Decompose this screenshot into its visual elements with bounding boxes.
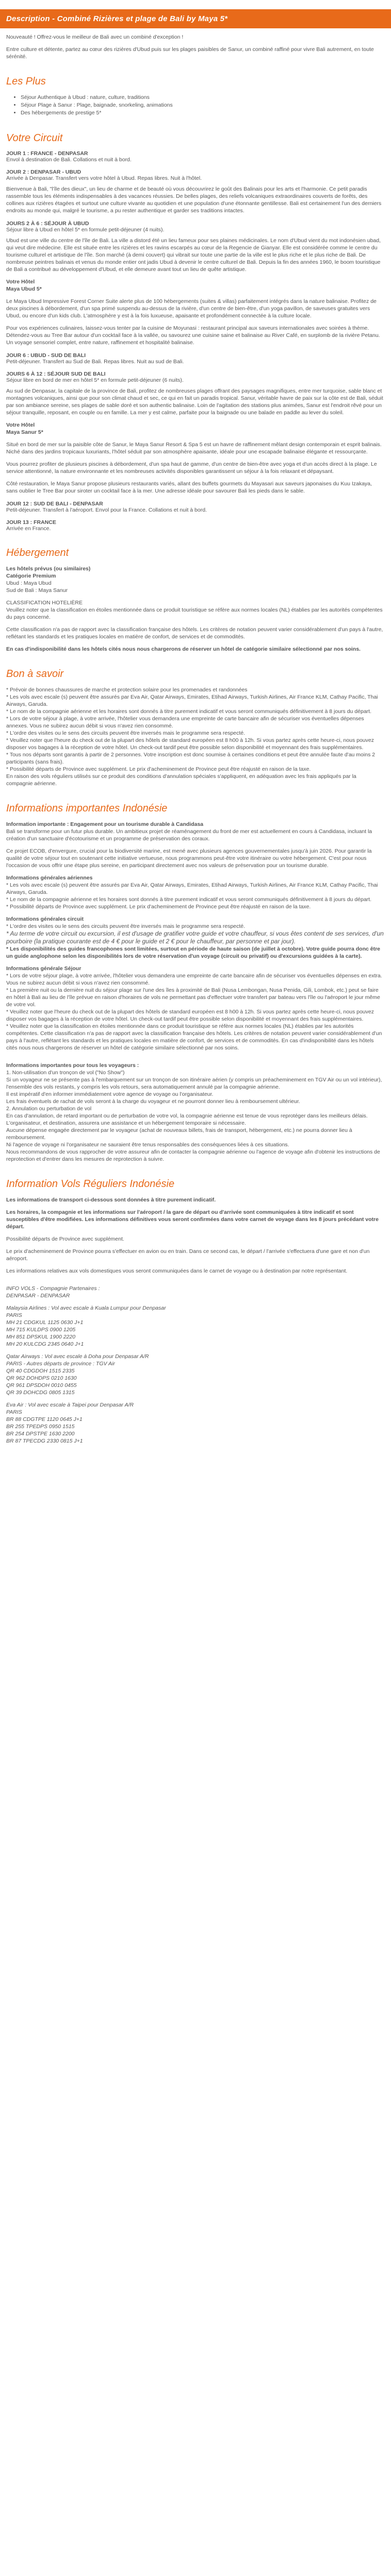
list-item: Nous recommandons de vous rapprocher de votre assureur afin de contacter la compagnie aérienne ou l'agence de voyage afin d'obtenir les instructions de reprotection et d'entrer dans les mesures de reprotection à suivre. — [6, 1149, 380, 1162]
list-item: * Les disponibilités des guides francophones sont limitées, surtout en période de haute saison (de juillet à octobre). Votre guide pourra donc être un guide anglophone selon les disponibilités lors de votre réservation d'un voyage (circuit ou privatif) ou d'excursions guidées à la carte). — [6, 946, 381, 959]
hebergement-line: Catégorie Premium — [6, 573, 56, 579]
circuit-heading: Votre Circuit — [6, 132, 63, 144]
vols-heading: Information Vols Réguliers Indonésie — [6, 1178, 175, 1190]
hotel-paragraph: Côté restauration, le Maya Sanur propose plusieurs restaurants variés, allant des buffets gourmets du Mayasari aux saveurs japonaises du Kuu Izakaya, sans oublier le Tree Bar pour siroter un cocktail face à la mer. Une adresse idéale pour savourer Bali les pieds dans le sable. — [6, 481, 372, 494]
list-item: • Des hébergements de prestige 5* — [21, 109, 384, 117]
flight-line: DENPASAR - DENPASAR — [6, 1293, 70, 1299]
classification-text: En cas d'indisponibilité dans les hôtels cités nous nous chargerons de réserver un hôtel de catégorie similaire sélectionné par nos soins. — [6, 646, 361, 652]
flight-block — [6, 1304, 384, 1348]
list-item: * L'ordre des visites ou le sens des circuits peuvent être inversés mais le programme sera respecté. — [6, 730, 246, 736]
section-title: Informations générale Séjour — [6, 965, 82, 972]
list-item: En cas d'annulation, de retard important ou de perturbation de votre vol, la compagnie aérienne est tenue de vous reprotéger dans les meilleurs délais. — [6, 1113, 368, 1119]
section-title: Les informations de transport ci-dessous sont données à titre purement indicatif. — [6, 1197, 216, 1203]
day-text: Arrivée en France. — [6, 526, 51, 532]
circuit-info-list — [6, 923, 384, 960]
day-title: JOUR 1 : FRANCE - DENPASAR — [6, 150, 88, 157]
hotel-paragraph: Le Maya Ubud Impressive Forest Corner Suite alerte plus de 100 hébergements (suites & villas) parfaitement intégrés dans la nature balinaise. Profitez de deux piscines à débordement, d'un spa primé suspendu au-dessus de la rivière, d'un centre de bien-être, d'un yoga pavillon, de saveuses gratuites vers Ubud, ou encore d'un kids club. L'atmosphère y est à la fois luxueuse, apaisante et profondément connectée à la culture locale. — [6, 298, 377, 319]
info-paragraph: Les informations relatives aux vols domestiques vous seront communiquées dans le carnet de voyage ou à destination par notre représentant. — [6, 1268, 348, 1274]
list-item: Il est impératif d'en informer immédiatement votre agence de voyage ou l'organisateur. — [6, 1091, 214, 1097]
list-item: L'organisateur, et destination, assurera une assistance et un hébergement temporaire si nécessaire. — [6, 1120, 246, 1126]
flight-line: BR 87 TPECDG 2330 0815 J+1 — [6, 1438, 83, 1444]
list-item: * Le nom de la compagnie aérienne et les horaires sont donnés à titre purement indicatif et vous seront communiqués définitivement à 8 jours du départ. — [6, 708, 371, 715]
bienvenue-paragraph: Bienvenue à Bali, "l'île des dieux", un lieu de charme et de beauté où vous découvrirez le goût des Balinais pour les arts et l'harmonie. Ce petit paradis rassemble tous les éléments indispensables à des vacances réussies. De belles plages, des reliefs volcaniques extraordinaires couverts de forêts, des collines aux rizières étagées et surtout une culture vivante au quotidien et une population d'une étonnante gentillesse. Bali est certainement l'un des derniers endroits au monde qui, malgré le tourisme, a pu rester authentique et garder ses traditions intactes. — [6, 186, 382, 214]
classification-title: CLASSIFICATION HOTELIÈRE — [6, 600, 83, 606]
flight-line: QR 39 DOHCDG 0805 1315 — [6, 1389, 75, 1396]
hotel-label: Votre Hôtel — [6, 279, 35, 285]
hotel-paragraph: Situé en bord de mer sur la paisible côte de Sanur, le Maya Sanur Resort & Spa 5 est un havre de raffinement mêlant design contemporain et esprit balinais. Niché dans des jardins tropicaux luxuriants, l'hôtel séduit par son atmosphère apaisante, idéale pour une escapade balinaise élégante et ressourçante. — [6, 442, 382, 455]
list-item: * Possibilité départs de Province avec supplément. Le prix d'acheminement de Province peut être réajusté en raison de la taxe. — [6, 766, 311, 772]
hotel-name: Maya Ubud 5* — [6, 286, 42, 292]
sud-paragraph: Au sud de Denpasar, la capitale de la province de Bali, profitez de nombreuses plages offrant des paysages magnifiques, entre mer turquoise, sable blanc et montagnes volcaniques, ainsi que pour son climat chaud et sec, ce qui en fait un paradis tropical. Sanur, véritable havre de paix sur la côte est de Bali, séduit par son ambiance sereine, ses plages de sable doré et son authentic balinaise. Loin de l'agitation des stations plus animées, Sanur est l'endroit rêvé pour un séjour tranquille, reposant, en couple ou en famille. La mer y est calme, parfaite pour la baignade ou une balade en paddle au lever du soleil. — [6, 388, 383, 416]
flight-line: PARIS - Autres départs de province : TGV Air — [6, 1361, 115, 1367]
flight-line: QR 40 CDGDOH 1515 2335 — [6, 1368, 75, 1374]
flight-line: INFO VOLS - Compagnie Partenaires : — [6, 1285, 100, 1292]
hotel-name: Maya Sanur 5* — [6, 429, 43, 435]
flight-line: QR 962 DOHDPS 0210 1630 — [6, 1375, 77, 1381]
plus-heading: Les Plus — [6, 76, 46, 87]
flight-line: BR 255 TPEDPS 0950 1515 — [6, 1423, 75, 1430]
flight-line: PARIS — [6, 1409, 22, 1415]
info-paragraph: Les horaires, la compagnie et les informations sur l'aéroport / la gare de départ ou d'arrivée sont communiquées à titre indicatif et sont susceptibles d'être modifiées. Les informations définitives vous seront confirmées dans votre carnet de voyage dans les 8 jours précédant votre départ. — [6, 1209, 379, 1230]
classification-text: Veuillez noter que la classification en étoiles mentionnée dans ce produit touristique se réfère aux normes locales (NL) établies par les autorités compétentes du pays concerné. — [6, 607, 383, 620]
hotel-paragraph: Vous pourrez profiter de plusieurs piscines à débordement, d'un spa haut de gamme, d'un centre de bien-être avec yoga et d'un accès direct à la plage. Le service attentionné, la nature environnante et les nombreuses activités disponibles garantissent un séjour à la fois relaxant et dépaysant. — [6, 461, 377, 474]
flight-line: QR 961 DPSDOH 0010 0455 — [6, 1382, 77, 1388]
day-text: Petit-déjeuner. Transfert à l'aéroport. Envol pour la France. Collations et nuit à bord. — [6, 507, 207, 513]
list-item: * L'ordre des visites ou le sens des circuits peuvent être inversés mais le programme sera respecté. — [6, 923, 246, 929]
list-item: * Veuillez noter que l'heure du check out de la plupart des hôtels de standard européen est 8 h00 à 12h. Si vous partez après cette heure-ci, nous pouvez disposer vos bagages à la réception de votre hôtel. Un check-out tardif peut être possible selon disponibilité et moyennant des frais supplémentaires. — [6, 1009, 374, 1022]
day-title: JOUR 2 : DENPASAR - UBUD — [6, 169, 82, 175]
aerien-list — [6, 882, 384, 910]
sejour-info-list — [6, 972, 384, 1052]
bon-savoir-heading: Bon à savoir — [6, 668, 64, 680]
list-item: • Séjour Plage à Sanur : Plage, baignade, snorkeling, animations — [21, 101, 384, 109]
day-text: Petit-déjeuner. Transfert au Sud de Bali. Repas libres. Nuit au sud de Bali. — [6, 359, 184, 365]
infos-indonesie-heading: Informations importantes Indonésie — [6, 803, 168, 814]
list-item: * Tous nos départs sont garantis à partir de 2 personnes. Votre inscription est donc soumise à certaines conditions et peut être annulée faute d'au moins 2 participants (sans frais). — [6, 752, 376, 765]
bon-savoir-list — [6, 686, 384, 787]
list-item: Ni l'agence de voyage ni l'organisateur ne sauraient être tenus responsables des conséquences liées à ces situations. — [6, 1142, 289, 1148]
list-item: * Possibilité départs de Province avec supplément. Le prix d'acheminement de Province peut être réajusté en raison de la taxe. — [6, 904, 311, 910]
hebergement-line: Les hôtels prévus (ou similaires) — [6, 566, 91, 572]
hebergement-line: Ubud : Maya Ubud — [6, 580, 52, 586]
content — [0, 33, 391, 1445]
hotel-paragraph: Pour vos expériences culinaires, laissez-vous tenter par la cuisine de Moyunasi : restaurant principal aux saveurs internationales avec soirées à thème. Détendez-vous au Tree Bar autour d'un cocktail face à la vallée, ou savourez une cuisine saine et balinaise au River Café, en surplomb de la rivière Petanu. Un voyage sensoriel complet, entre nature, raffinement et hospitalité balinaise. — [6, 325, 380, 346]
hebergement-heading: Hébergement — [6, 547, 69, 558]
list-item: * Le nom de la compagnie aérienne et les horaires sont donnés à titre purement indicatif et vous seront communiqués définitivement à 8 jours du départ. — [6, 896, 371, 903]
day-title: JOURS 6 À 12 : SÉJOUR SUD DE BALI — [6, 371, 106, 377]
classification-text: Cette classification n'a pas de rapport avec la classification française des hôtels. Les critères de notation peuvent varier considérablement d'un pays à l'autre, reflétant les standards et les pratiques locales en matière de confort, de services et de commodités. — [6, 626, 383, 640]
info-paragraph: Possibilité départs de Province avec supplément. — [6, 1236, 124, 1242]
list-item: 2. Annulation ou perturbation de vol — [6, 1106, 92, 1112]
voyageurs-list — [6, 1069, 384, 1163]
hebergement-lines — [6, 565, 384, 594]
flight-line: Malaysia Airlines : Vol avec escale à Kuala Lumpur pour Denpasar — [6, 1305, 166, 1311]
day-title: JOUR 13 : FRANCE — [6, 519, 56, 526]
section-title: Informations importantes pour tous les voyageurs : — [6, 1062, 139, 1069]
hotel-label: Votre Hôtel — [6, 422, 35, 428]
day-title: JOUR 6 : UBUD - SUD DE BALI — [6, 352, 86, 359]
plus-list — [6, 94, 384, 117]
list-item: * La première nuit ou la dernière nuit du séjour plage sur l'une des îles à proximité de Bali (Nusa Lembongan, Nusa Penida, Gili, Lombok, etc.) peut se faire en hôtel à Bali au lieu de l'île prévue en raison d'horaires de vols ne permettant pas d'effectuer votre transfert par bateau vers l'île ou l'aéroport le jour même de votre vol. — [6, 987, 380, 1008]
flight-line: Eva Air : Vol avec escale à Taipei pour Denpasar A/R — [6, 1402, 134, 1408]
list-item: * Lors de votre séjour à plage, à votre arrivée, l'hôtelier vous demandera une empreinte de carte bancaire afin de sécuriser vos éventuelles dépenses annexes. Vous ne subirez aucun débit si vous n'avez rien consommé. — [6, 716, 364, 729]
flight-line: Qatar Airways : Vol avec escale à Doha pour Denpasar A/R — [6, 1353, 149, 1360]
day-text: Envol à destination de Bali. Collations et nuit à bord. — [6, 157, 132, 163]
list-item: Aucune dépense engagée directement par le voyageur (achat de nouveaux billets, frais de transport, hébergement, etc.) ne pourra donner lieu à remboursement. — [6, 1127, 352, 1141]
section-title: Information importante : Engagement pour un tourisme durable à Candidasa — [6, 821, 204, 827]
list-item: • Séjour Authentique à Ubud : nature, culture, traditions — [21, 94, 384, 101]
intro-paragraph: Entre culture et détente, partez au cœur des rizières d'Ubud puis sur les plages paisibles de Sanur, un combiné raffiné pour vivre Bali autrement, en toute sérénité. — [6, 46, 374, 60]
ubud-paragraph: Ubud est une ville du centre de l'île de Bali. La ville a distord été un lieu fameux pour ses plaines médicinales. Le nom d'Ubud vient du mot indonésien ubad, qui veut dire médecine. Elle est située entre les rizières et les ravins escarpés au cœur de la Regencie de Gianyar. Elle est considérée comme le centre du tourisme culturel et artistique de l'île. Son marché (à demi couvert) qui vibrait sur toute une partie de la ville est le plus riche et le plus riche de Bali. De nombreuse peintres balinais et venus du monde entier ont jadis Ubud à devenir le centre culturel de Bali. Depuis la fin des années 1960, le boom touristique de Bali a contribué au développement d'Ubud, et elle demeure avant tout un lieu de quête artistique. — [6, 238, 381, 273]
day-text: Arrivée à Denpasar. Transfert vers votre hôtel à Ubud. Repas libres. Nuit à l'hôtel. — [6, 175, 202, 181]
section-title: Informations générales aériennes — [6, 875, 93, 881]
hebergement-line: Sud de Bali : Maya Sanur — [6, 587, 68, 594]
day-text: Séjour libre en bord de mer en hôtel 5* en formule petit-déjeuner (6 nuits). — [6, 377, 184, 383]
list-item: * Veuillez noter que la classification en étoiles mentionnée dans ce produit touristique se réfère aux normes locales (NL) établies par les autorités compétentes. Cette classification n'a pas de rapport avec la classification française des hôtels. Les critères de notation peuvent varier considérablement d'un pays à l'autre, reflétant les standards et les pratiques locales en matière de confort, de services et de commodités. En cas d'indisponibilité dans les hôtels cités nous nous chargerons de réserver un hôtel de catégorie similaire sélectionné par nos soins. — [6, 1023, 382, 1051]
flight-block — [6, 1353, 384, 1396]
page — [0, 9, 391, 1457]
list-item: Si un voyageur ne se présente pas à l'embarquement sur un tronçon de son itinéraire aérien (y compris un préacheminement en TGV Air ou un vol intérieur), l'ensemble des vols restants, y compris les vols retours, sera automatiquement annulé par la compagnie aérienne. — [6, 1077, 382, 1090]
list-item: * Prévoir de bonnes chaussures de marche et protection solaire pour les promenades et randonnées — [6, 687, 248, 693]
intro-paragraph: Nouveauté ! Offrez-vous le meilleur de Bali avec un combiné d'exception ! — [6, 34, 184, 40]
list-item: * Veuillez noter que l'heure du check out de la plupart des hôtels de standard européen est 8 h00 à 12h. Si vous partez après cette heure-ci, nous pouvez disposer vos bagages à la réception de votre hôtel. Un check-out tardif peut être possible selon disponibilité et moyennant des frais supplémentaires. — [6, 737, 374, 751]
list-item: * Les vols avec escale (s) peuvent être assurés par Eva Air, Qatar Airways, Emirates, Etihad Airways, Turkish Airlines, Air France KLM, Cathay Pacific, Thai Airways, Garuda. — [6, 694, 378, 707]
flight-block — [6, 1401, 384, 1445]
flight-line: MH 20 KULCDG 2345 0640 J+1 — [6, 1341, 84, 1347]
flight-block — [6, 1285, 384, 1299]
flight-line: BR 88 CDGTPE 1120 0645 J+1 — [6, 1416, 83, 1422]
day-text: Séjour libre à Ubud en hôtel 5* en formule petit-déjeuner (4 nuits). — [6, 227, 165, 233]
list-item: Les frais éventuels de rachat de vols seront à la charge du voyageur et ne pourront donner lieu à remboursement ultérieur. — [6, 1098, 300, 1105]
flight-line: MH 851 DPSKUL 1900 2220 — [6, 1334, 76, 1340]
info-paragraph: Ce projet ECOB, d'envergure, crucial pour la biodiversité marine, est mené avec plusieurs agences gouvernementales jusqu'à juin 2026. Pour garantir la qualité de votre séjour tout en soutenant cette initiative vertueuse, nous programmons peut-être votre itinéraire ou votre hébergement. C'est pour nous l'occasion de vous offrir une étape plus sereine, en participant directement avec nos valeurs de préservation pour un tourisme durable. — [6, 848, 372, 869]
list-item: 1. Non-utilisation d'un tronçon de vol ("No Show") — [6, 1070, 125, 1076]
list-item: * Lors de votre séjour plage, à votre arrivée, l'hôtelier vous demandera une empreinte de carte bancaire afin de sécuriser vos éventuelles dépenses en extra. Vous ne subirez aucun débit si vous n'avez rien consommé. — [6, 973, 382, 986]
flight-line: BR 254 DPSTPE 1630 2200 — [6, 1431, 75, 1437]
info-paragraph: Le prix d'acheminement de Province pourra s'effectuer en avion ou en train. Dans ce second cas, le départ / l'arrivée s'effectuera d'une gare et non d'un aéroport. — [6, 1248, 370, 1262]
flight-line: PARIS — [6, 1312, 22, 1318]
section-title: Informations générales circuit — [6, 916, 84, 922]
list-item: En raison des vols réguliers utilisés sur ce produit des conditions d'annulation spéciales s'appliquent, en adéquation avec les frais appliqués par la compagnie aérienne. — [6, 773, 356, 787]
flight-line: MH 715 KULDPS 0900 1205 — [6, 1327, 76, 1333]
list-item: * Au terme de votre circuit ou excursion, il est d'usage de gratifier votre guide et votre chauffeur, si vous êtes content de ses services, d'un pourboire (la pratique courante est de 4 € pour le guide et 2 € pour le chauffeur, par personne et par jour). — [6, 930, 384, 945]
day-title: JOURS 2 À 6 : SÉJOUR À UBUD — [6, 221, 89, 227]
day-title: JOUR 12 : SUD DE BALI - DENPASAR — [6, 501, 103, 507]
page-title: Description - Combiné Rizières et plage de Bali by Maya 5* — [0, 9, 391, 28]
info-paragraph: Bali se transforme pour un futur plus durable. Un ambitieux projet de réaménagement du front de mer est actuellement en cours à Candidasa, incluant la création d'un sanctuaire d'écotourisme et un programme de préservation des coraux. — [6, 828, 372, 842]
flight-line: MH 21 CDGKUL 1125 0630 J+1 — [6, 1319, 84, 1326]
list-item: * Les vols avec escale (s) peuvent être assurés par Eva Air, Qatar Airways, Emirates, Etihad Airways, Turkish Airlines, Air France KLM, Cathay Pacific, Thai Airways, Garuda. — [6, 882, 378, 895]
